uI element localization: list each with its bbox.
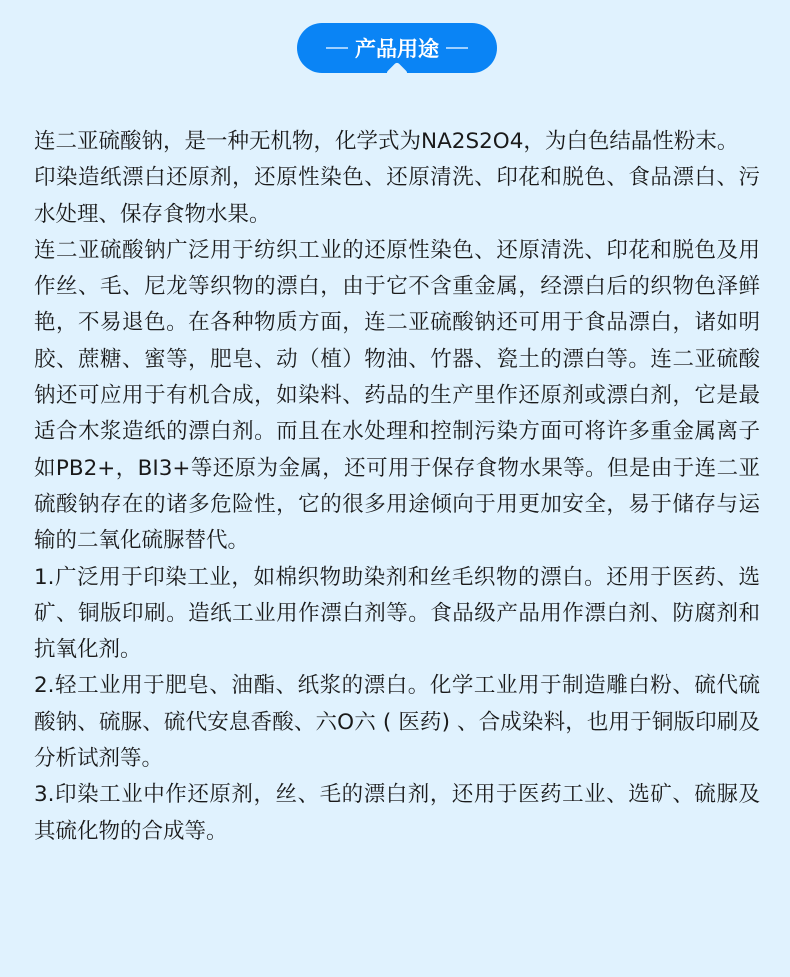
paragraph-use-1: 1.广泛用于印染工业，如棉织物助染剂和丝毛织物的漂白。还用于医药、选矿、铜版印刷。造纸工业用作漂白剂等。食品级产品用作漂白剂、防腐剂和抗氧化剂。 (34, 564, 760, 663)
paragraph-use-3: 3.印染工业中作还原剂，丝、毛的漂白剂，还用于医药工业、选矿、硫脲及其硫化物的合成等。 (34, 782, 760, 844)
paragraph-use-2: 2.轻工业用于肥皂、油酯、纸浆的漂白。化学工业用于制造雕白粉、硫代硫酸钠、硫脲、硫代安息香酸、六O六 ( 医药) 、合成染料，也用于铜版印刷及分析试剂等。 (34, 673, 760, 772)
section-title-badge (297, 23, 497, 73)
left-dash-decoration (326, 47, 348, 49)
paragraph-definition: 连二亚硫酸钠，是一种无机物，化学式为NA2S2O4，为白色结晶性粉末。 (34, 129, 739, 154)
right-dash-decoration (446, 47, 468, 49)
paragraph-detailed-uses: 连二亚硫酸钠广泛用于纺织工业的还原性染色、还原清洗、印花和脱色及用作丝、毛、尼龙等织物的漂白，由于它不含重金属，经漂白后的织物色泽鲜艳，不易退色。在各种物质方面，连二亚硫酸钠还可用于食品漂白，诸如明胶、蔗糖、蜜等，肥皂、动（植）物油、竹器、瓷土的漂白等。连二亚硫酸钠还可应用于有机合成，如染料、药品的生产里作还原剂或漂白剂，它是最适合木浆造纸的漂白剂。而且在水处理和控制污染方面可将许多重金属离子如PB2+，BI3+等还原为金属，还可用于保存食物水果等。但是由于连二亚硫酸钠存在的诸多危险性，它的很多用途倾向于用更加安全，易于储存与运输的二氧化硫脲替代。 (34, 237, 760, 554)
paragraph-summary-uses: 印染造纸漂白还原剂，还原性染色、还原清洗、印花和脱色、食品漂白、污水处理、保存食物水果。 (34, 165, 760, 227)
section-title: 产品用途 (355, 37, 439, 61)
product-usage-text (34, 124, 760, 850)
pointer-notch-decoration (386, 62, 409, 73)
